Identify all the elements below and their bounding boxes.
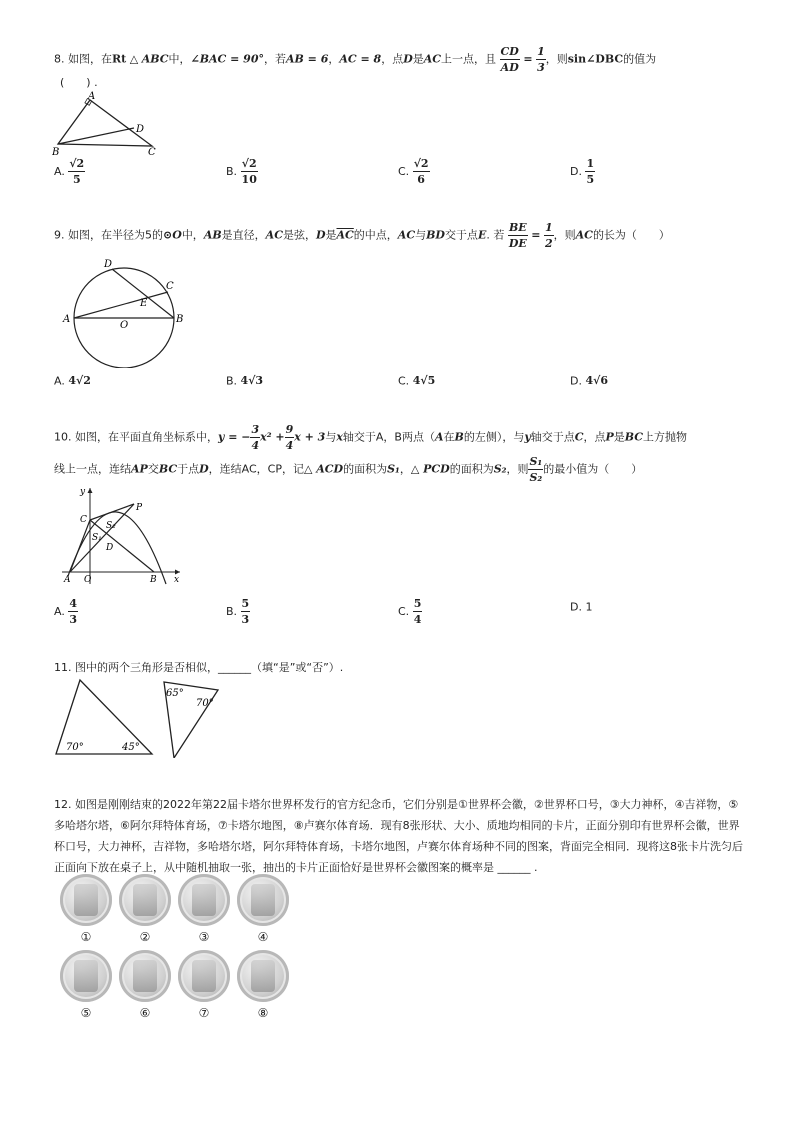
q12-coin-label-3: ③ xyxy=(198,930,210,944)
q9-label-o: O xyxy=(120,320,129,331)
q9-label-b: B xyxy=(176,314,184,325)
q10-option-b[interactable]: B. $\frac{5}{3}$ xyxy=(226,597,250,626)
q11-angle-70-left: 70° xyxy=(66,742,84,753)
q12-coin-1 xyxy=(60,874,112,926)
q10-label-d: D xyxy=(106,543,114,553)
q10-option-d[interactable]: D. 1 xyxy=(570,600,593,614)
q11-angle-45: 45° xyxy=(122,742,140,753)
q9-label-a: A xyxy=(63,314,71,325)
q8-triangle-figure xyxy=(52,90,164,158)
q8-label-c: C xyxy=(148,147,156,158)
q11-angle-65: 65° xyxy=(166,688,184,699)
q9-label-e: E xyxy=(140,298,148,309)
q10-label-b: B xyxy=(150,575,157,585)
q12-coin-label-4: ④ xyxy=(257,930,269,944)
q9-option-d[interactable]: D. 4√6 xyxy=(570,374,609,388)
q9-fraction-be-de: $\frac{BE}{DE}$ xyxy=(508,221,527,250)
q8-stem-line1: 8. 如图，在Rt △ ABC中，∠BAC = 90°，若AB = 6，AC = 8，点D是AC上一点，且 $\frac{CD}{AD}$ = $\frac{1}{3}$ ，则sin∠DBC的值为 xyxy=(54,45,657,74)
q10-option-c[interactable]: C. $\frac{5}{4}$ xyxy=(398,597,422,626)
q12-coin-6 xyxy=(119,950,171,1002)
q10-label-y: y xyxy=(80,487,86,497)
q10-label-a: A xyxy=(64,575,71,585)
q11-angle-70-right: 70° xyxy=(196,698,214,709)
q12-coin-4 xyxy=(237,874,289,926)
q12-coin-8 xyxy=(237,950,289,1002)
q9-label-c: C xyxy=(166,281,174,292)
q9-fraction-1-2: $\frac{1}{2}$ xyxy=(544,221,553,250)
q9-circle-figure xyxy=(60,256,190,368)
q11-triangles-figure xyxy=(54,676,224,758)
q9-option-c[interactable]: C. 4√5 xyxy=(398,374,436,388)
q9-stem: 9. 如图，在半径为5的⊙O中，AB是直径，AC是弦，D是$\overline{AC}$的中点，AC与BD交于点E. 若 $\frac{BE}{DE}$ = $\frac{1}{2}$ ，则AC的长为（ ） xyxy=(54,221,670,250)
q12-coin-label-8: ⑧ xyxy=(257,1006,269,1020)
q9-option-a[interactable]: A. 4√2 xyxy=(54,374,91,388)
q8-fraction-cd-ad: $\frac{CD}{AD}$ xyxy=(500,45,519,74)
q9-label-d: D xyxy=(104,259,113,270)
q10-parabola-figure xyxy=(58,484,186,588)
q8-label-a: A xyxy=(88,91,96,102)
q8-label-d: D xyxy=(136,124,145,135)
q10-label-s2: S₂ xyxy=(106,521,116,531)
q8-option-b[interactable]: B. $\frac{√2}{10}$ xyxy=(226,157,257,186)
q12-coin-7 xyxy=(178,950,230,1002)
q10-stem-line1: 10. 如图，在平面直角坐标系中，y = − $\frac{3}{4}$ x² + $\frac{9}{4}$ x + 3与x轴交于A，B两点（A在B的左侧），与y轴交于点C，点P是BC上方抛物 xyxy=(54,423,688,452)
q10-label-c: C xyxy=(80,515,87,525)
q12-coin-5 xyxy=(60,950,112,1002)
q12-coin-label-2: ② xyxy=(139,930,151,944)
q8-fraction-1-3: $\frac{1}{3}$ xyxy=(537,45,545,74)
q10-stem-line2: 线上一点，连结AP交BC于点D，连结AC，CP，记△ ACD的面积为S₁，△ PCD的面积为S₂，则 $\frac{\text{S₁}}{\text{S₂}}$ 的最小值为（ ） xyxy=(54,455,643,484)
q12-coin-label-5: ⑤ xyxy=(80,1006,92,1020)
q10-label-o: O xyxy=(84,575,92,585)
q8-answer-paren: ( ) . xyxy=(60,76,98,89)
q10-label-s1: S₁ xyxy=(92,533,102,543)
q12-coin-3 xyxy=(178,874,230,926)
q10-label-p: P xyxy=(136,503,143,513)
q8-option-d[interactable]: D. $\frac{1}{5}$ xyxy=(570,157,595,186)
q8-option-a[interactable]: A. $\frac{√2}{5}$ xyxy=(54,157,85,186)
q8-label-b: B xyxy=(52,147,60,158)
q8-option-c[interactable]: C. $\frac{√2}{6}$ xyxy=(398,157,429,186)
q10-label-x: x xyxy=(174,575,180,585)
q9-option-b[interactable]: B. 4√3 xyxy=(226,374,264,388)
q11-answer-blank[interactable]: ______ xyxy=(218,661,251,674)
q12-stem: 12. 如图是刚刚结束的2022年第22届卡塔尔世界杯发行的官方纪念币，它们分别是①世界杯会徽，②世界杯口号，③大力神杯，④吉祥物，⑤ 多哈塔尔塔，⑥阿尔拜特体育场，⑦卡塔尔地图，⑧卢赛尔体育场．现有8张形状、大小、质地均相同的卡片，正面分别印有世界杯会徽，世界 杯口号，大力神杯，吉祥物，多哈塔尔塔，阿尔拜特体育场，卡塔尔地图，卢赛尔体育场种不同的图案，背面完全相同．现将这8张卡片洗匀后 正面向下放在桌子上，从中随机抽取一张，抽出的卡片正面恰好是世界杯会徽图案的概率是 ______ . xyxy=(54,798,743,874)
q12-coin-label-6: ⑥ xyxy=(139,1006,151,1020)
q12-coin-label-1: ① xyxy=(80,930,92,944)
q11-stem: 11. 图中的两个三角形是否相似，______（填“是”或“否”）. xyxy=(54,661,344,674)
q12-coin-label-7: ⑦ xyxy=(198,1006,210,1020)
q10-option-a[interactable]: A. $\frac{4}{3}$ xyxy=(54,597,77,626)
q12-coin-2 xyxy=(119,874,171,926)
